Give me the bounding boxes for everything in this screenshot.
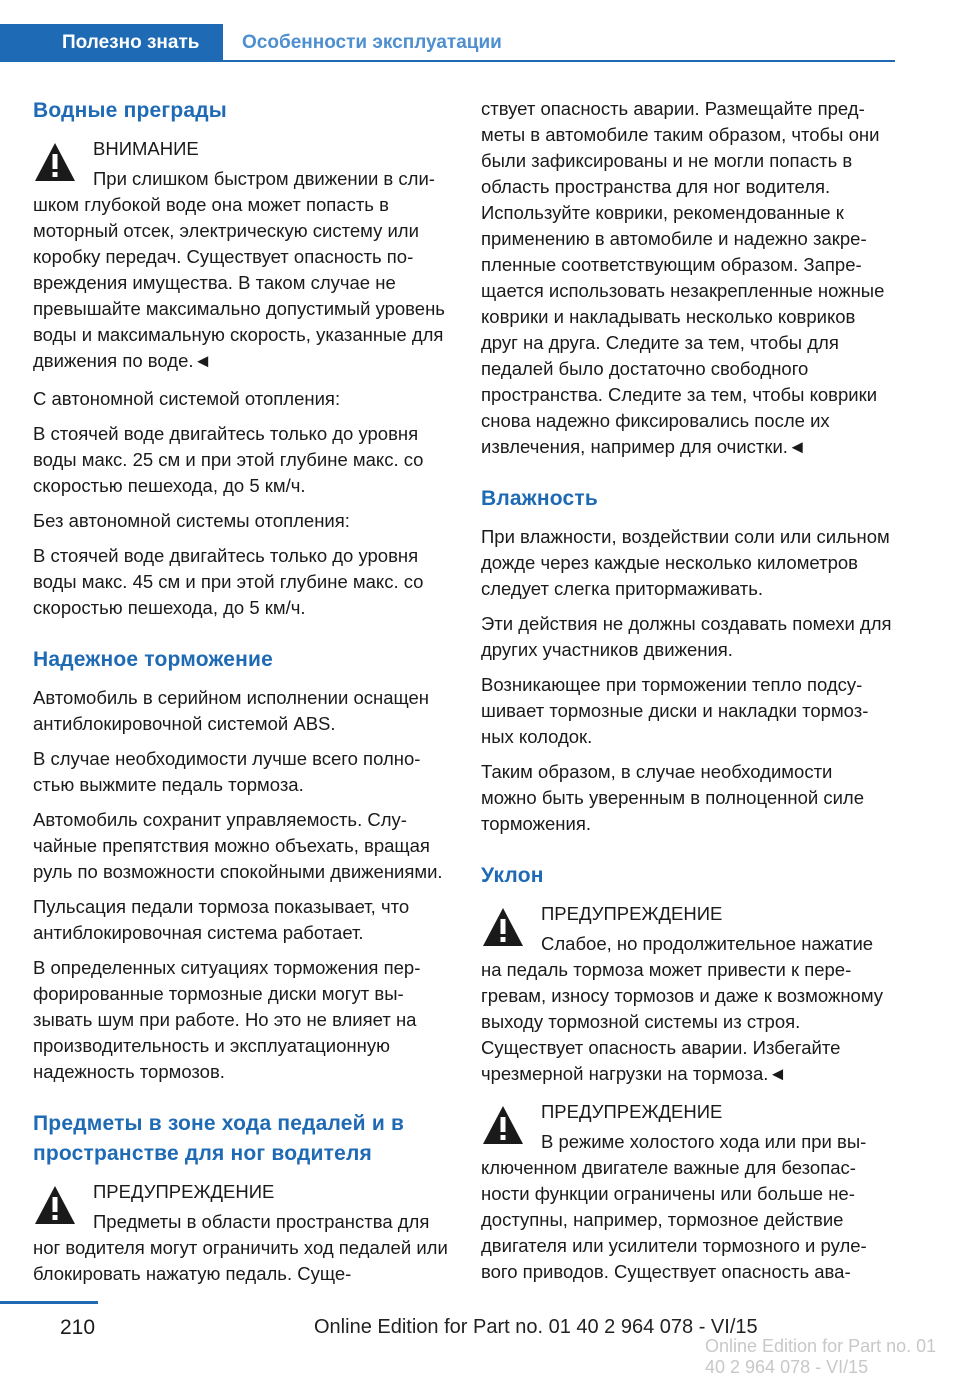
footer-divider — [0, 1301, 98, 1304]
warning-title: ПРЕДУПРЕЖДЕНИЕ — [541, 1101, 723, 1122]
heading-humidity: Влажность — [481, 487, 598, 510]
warning-block — [481, 901, 893, 1087]
warning-triangle-icon — [481, 905, 525, 951]
paragraph: В стоячей воде двигайтесь только до уровня воды макс. 25 см и при этой глубине макс. со скоростью пешехода, до 5 км/ч. — [33, 423, 424, 496]
paragraph: В определенных ситуациях торможения перфорированные тормозные диски могут вызывать шум при работе. Но это не влияет на производительность и эксплуатационную надежность тормозов. — [33, 957, 421, 1082]
paragraph: Таким образом, в случае необходимости можно быть уверенным в полноценной силе торможения. — [481, 761, 864, 834]
heading-slope: Уклон — [481, 864, 544, 887]
paragraph: Автомобиль в серийном исполнении оснащен антиблокировочной системой ABS. — [33, 687, 430, 734]
paragraph: Эти действия не должны создавать помехи для других участников движения. — [481, 613, 892, 660]
page-header — [0, 0, 960, 62]
warning-triangle-icon — [33, 140, 77, 186]
paragraph: В стоячей воде двигайтесь только до уровня воды макс. 45 см и при этой глубине макс. со скоростью пешехода, до 5 км/ч. — [33, 545, 424, 618]
header-divider — [223, 60, 895, 62]
warning-text: Предметы в области пространства для ног водителя могут ограничить ход педалей или блокировать нажатую педаль. Суще- — [33, 1211, 448, 1284]
right-column — [481, 96, 893, 1297]
paragraph: В случае необходимости лучше всего полностью выжмите педаль тормоза. — [33, 748, 421, 795]
heading-water-obstacles: Водные преграды — [33, 99, 227, 122]
warning-title: ПРЕДУПРЕЖДЕНИЕ — [541, 903, 723, 924]
warning-block — [33, 1179, 449, 1287]
paragraph: Возникающее при торможении тепло подсушивает тормозные диски и накладки тормозных колодок. — [481, 674, 869, 747]
paragraph: При влажности, воздействии соли или сильном дожде через каждые несколько километров следует слегка притормаживать. — [481, 526, 890, 599]
heading-pedal-objects: Предметы в зоне хода педалей и в пространстве для ног водителя — [33, 1112, 405, 1165]
edition-note: Online Edition for Part no. 01 40 2 964 078 - VI/15 — [314, 1316, 758, 1338]
paragraph: ствует опасность аварии. Размещайте предметы в автомобиле таким образом, чтобы они были зафиксированы и не могли попасть в область пространства для ног водителя. Используйте коврики, рекомендованные к применению в автомобиле и надежно закрепленные соответствующим образом. Запрещается использовать незакрепленные ножные коврики и накладывать несколько ковриков друг на друга. Следите за тем, чтобы для педалей было достаточно свободного пространства. Следите за тем, чтобы коврики снова надежно фиксировались после их извлечения, например для очистки.◄ — [481, 98, 885, 457]
paragraph: Автомобиль сохранит управляемость. Случайные препятствия можно объехать, вращая руль по возможности спокойными движениями. — [33, 809, 443, 882]
paragraph: Пульсация педали тормоза показывает, что антиблокировочная система работает. — [33, 896, 410, 943]
warning-text: В режиме холостого хода или при выключенном двигателе важные для безопасности функции ограничены или больше недоступны, например, тормозное действие двигателя или усилители тормозного и рулевого приводов. Существует опасность ава- — [481, 1131, 867, 1282]
section-tab-active: Полезно знать — [0, 24, 223, 62]
warning-text: При слишком быстром движении в слишком глубокой воде она может попасть в моторный отсек, электрическую систему или коробку передач. Существует опасность повреждения имущества. В таком случае не превышайте максимально допустимый уровень воды и максимальную скорость, указанные для движения по воде.◄ — [33, 168, 445, 371]
heading-braking: Надежное торможение — [33, 648, 274, 671]
warning-block — [33, 136, 449, 374]
warning-triangle-icon — [481, 1103, 525, 1149]
left-column — [33, 96, 449, 1299]
paragraph: Без автономной системы отопления: — [33, 510, 350, 531]
paragraph: С автономной системой отопления: — [33, 388, 341, 409]
warning-title: ПРЕДУПРЕЖДЕНИЕ — [93, 1181, 275, 1202]
watermark: Online Edition for Part no. 01 40 2 964 078 - VI/15 — [705, 1336, 937, 1377]
warning-title: ВНИМАНИЕ — [93, 138, 199, 159]
page-number: 210 — [60, 1316, 96, 1339]
warning-text: Слабое, но продолжительное нажатие на педаль тормоза может привести к перегревам, износу тормозов и даже к возможному выходу тормозной системы из строя. Существует опасность аварии. Избегайте чрезмерной нагрузки на тормоза.◄ — [481, 933, 884, 1084]
warning-block — [481, 1099, 893, 1285]
warning-triangle-icon — [33, 1183, 77, 1229]
chapter-title: Особенности эксплуатации — [242, 32, 502, 53]
